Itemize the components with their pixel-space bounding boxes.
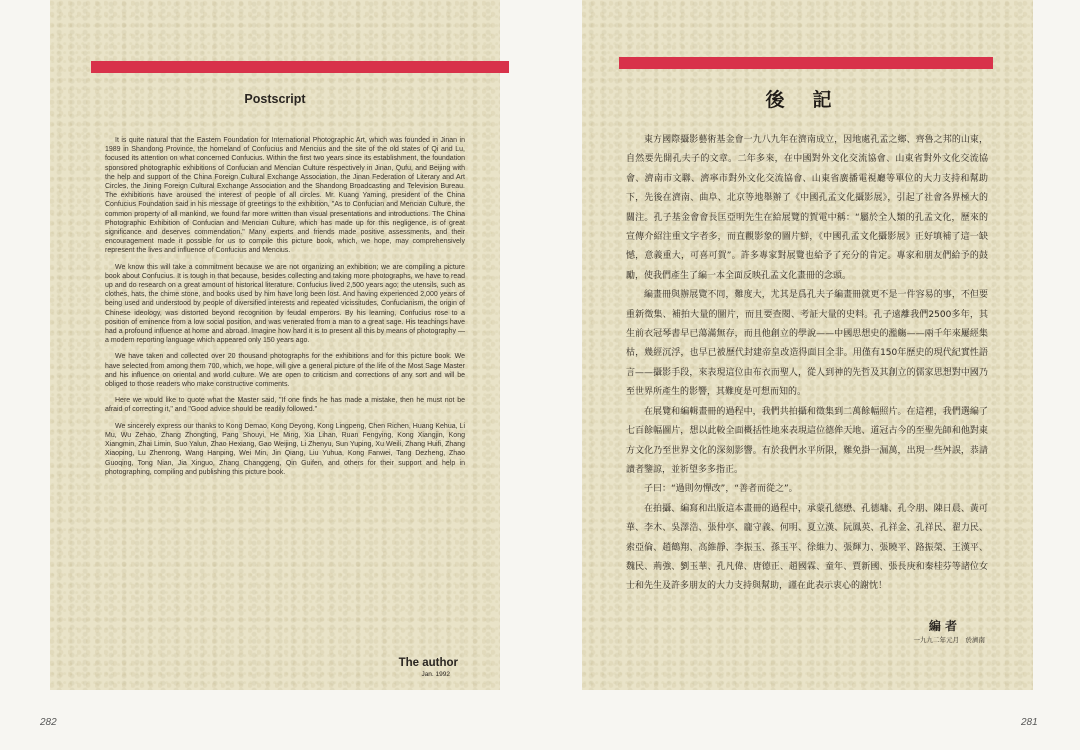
postscript-paragraph-3: We have taken and collected over 20 thousand photographs for the exhibitions and for this picture book. We have selected from among them 700, which, we hope, will give a general picture of the life of the Most Sage Master and his influence on oriental and world culture. We are open to criticism and corrections of any sort and will be obliged to those readers who make constructive comments. [105,353,465,389]
postscript-body [105,136,465,484]
page-number-right: 281 [1021,717,1038,728]
postscript-paragraph-1: It is quite natural that the Eastern Foundation for International Photographic Art, which was founded in Jinan in 1989 in Shandong Province, the homeland of Confucius and Mencius and the site of the old states of Qi and Lu, focused its attention on what concerned Confucius. Within the first two years since its establishment, the foundation sponsored photographic exhibitions of Confucian and Mencian Culture respectively in Jinan, Qufu, and Beijing with the help and support of the China Foreign Cultural Exchange Association, the Jinan Federation of Literary and Art Circles, the Jining Foreign Cultural Exchange Association and the Shandong Broadcasting and Television Bureau. The exhibitions have aroused the interest of people of all circles. Mr. Kuang Yaming, president of the China Confucius Foundation said in his message of greetings to the exhibition, "As to Confucian and Mencian Culture, the common property of all mankind, we found far more written than visual presentations and introductions. The China Photographic Exhibition of Confucian and Mencian Culture, which has made up for this negligence, is of great significance and deserves commendation." Many experts and friends made positive assessments, and their encouragement made it possible for us to compile this picture book, which, we hope, may comprehensively represent the lives and influence of Confucius and Mencius. [105,137,465,255]
houji-paragraph-1: 東方國際攝影藝術基金會一九八九年在濟南成立，因地處孔孟之鄉、齊魯之邦的山東，自然要先開孔夫子的文章。二年多來，在中國對外文化交流協會、山東省對外文化交流協會、濟南市文聯、濟寧市對外文化交流協會、山東省廣播電視廳等單位的大力支持和幫助下，先後在濟南、曲阜、北京等地舉辦了《中國孔孟文化攝影展》，引起了社會各界極大的關注。孔子基金會會長匡亞明先生在給展覽的賀電中稱：“屬於全人類的孔孟文化，歷來的宣傳介紹注重文字者多，而直觀影象的圖片鮮，《中國孔孟文化攝影展》正好填補了這一缺憾，意義重大，可喜可賀”。許多專家對展覽也給予了充分的肯定。專家和朋友們給予的鼓勵，使我們產生了編一本全面反映孔孟文化畫冊的念頭。 [626,135,988,281]
houji-signature-block [914,617,986,644]
houji-title: 後記 [765,89,860,111]
postscript-paragraph-5: We sincerely express our thanks to Kong Demao, Kong Deyong, Kong Lingpeng, Chen Richen, Huang Kehua, Li Mu, Wu Zehao, Zhang Zhongting, Pang Shouyi, He Ming, Xia Lihan, Ruan Fengying, Kong Xiangjin, Kong Xiangmin, Zhai Limin, Suo Yalun, Zhao Hexiang, Gao Weijing, Li Zhenyu, Sun Yuping, Xu Weili, Zhang Huifi, Zhang Xiaoping, Lu Zhenrong, Wang Hanping, Wei Min, Jin Qiang, Liu Yuhua, Kong Fanwei, Tang Dezheng, Zhao Guoqing, Tong Nian, Jia Xinguo, Zhang Changgeng, Qin Guifen, and others for their support and help in photographing, compiling and publishing this picture book. [105,422,465,476]
houji-date: 一九九二年元月 於濟南 [913,636,985,644]
postscript-paragraph-4: Here we would like to quote what the Master said, "If one finds he has made a mistake, then he must not be afraid of correcting it," and "Good advice should be readily followed." [105,397,465,414]
postscript-paragraph-2: We know this will take a commitment because we are not organizing an exhibition; we are compiling a picture book about Confucius. It is tough in that because, besides collecting and taking more photographs, we have to read up and do research on a great amount of historical literature. Confucius lived 2,500 years ago; the utensils, such as clothes, hats, the chime stone, and books used by him have long been lost. And having experienced 2,000 years of being used and understood by people of diversified interests and repeated vicissitudes, Confucianism, the origin of Chinese ideology, was distorted beyond recognition by feudal emperors. By his learning, Confucius rose to a position of eminence from a low social position, and was venerated from a man to a great sage. His teachings have had a profound influence at home and abroad. Imagine how hard it is to present all this by means of photography — a modern reporting language which appeared only 150 years ago. [105,263,465,345]
page-number-left: 282 [40,717,57,728]
postscript-title: Postscript [244,92,306,106]
postscript-signature-block [399,657,458,678]
houji-signature: 編 者 [928,619,957,633]
red-header-bar [619,57,993,69]
right-page-houji [582,0,1033,690]
left-page-postscript [50,0,500,690]
houji-body [626,131,988,597]
houji-paragraph-5: 在拍攝、編寫和出版這本畫冊的過程中，承蒙孔德懋、孔德墉、孔令朋、陳日晨、黃可華、李木、吳澤浩、張仲亭、龐守義、何明、夏立漢、阮鳳英、孔祥金、孔祥民、翟力民、索亞倫、趙鶴翔、高維靜、李振玉、孫玉平、徐維力、張輝力、張曉平、路振榮、王漢平、魏民、荊強、劉玉華、孔凡偉、唐德正、趙國霖、童年、賈新國、張長庚和秦桂芬等諸位女士和先生及許多朋友的大力支持與幫助，謹在此表示衷心的謝忱！ [626,503,988,592]
houji-paragraph-2: 編畫冊與辦展覽不同，難度大，尤其是爲孔夫子編畫冊就更不是一件容易的事，不但要重新徵集、補拍大量的圖片，而且要查閱、考証大量的史料。孔子遠離我們2500多年，其生前衣冠琴書早已蕩滿無存，而且他創立的學說——中國思想史的濫觴——兩千年來屢經集枯，幾經沉浮，也早已被歷代封建帝皇改造得面目全非。用僅有150年歷史的現代紀實性語言——攝影手段，來表現這位由布衣而聖人，從人到神的先哲及其創立的儒家思想對中國乃至世界所產生的影響，其難度是可想而知的。 [626,290,988,398]
houji-paragraph-4: 子曰：“過則勿憚改”，“善者而從之”。 [644,484,798,495]
houji-paragraph-3: 在展覽和編輯畫冊的過程中，我們共拍攝和徵集到二萬餘幅照片。在這裡，我們選編了七百餘幅圖片，想以此較全面概括性地來表現這位德侔天地、道冠古今的至聖先師和他對東方文化乃至世界文化的深刻影響。有於我們水平所限，難免掛一漏萬，出現一些舛誤，恭請讀者鑒諒，並祈望多多指正。 [626,406,988,475]
red-header-bar [91,61,509,73]
postscript-date: Jan. 1992 [421,671,450,678]
postscript-signature: The author [398,657,458,669]
